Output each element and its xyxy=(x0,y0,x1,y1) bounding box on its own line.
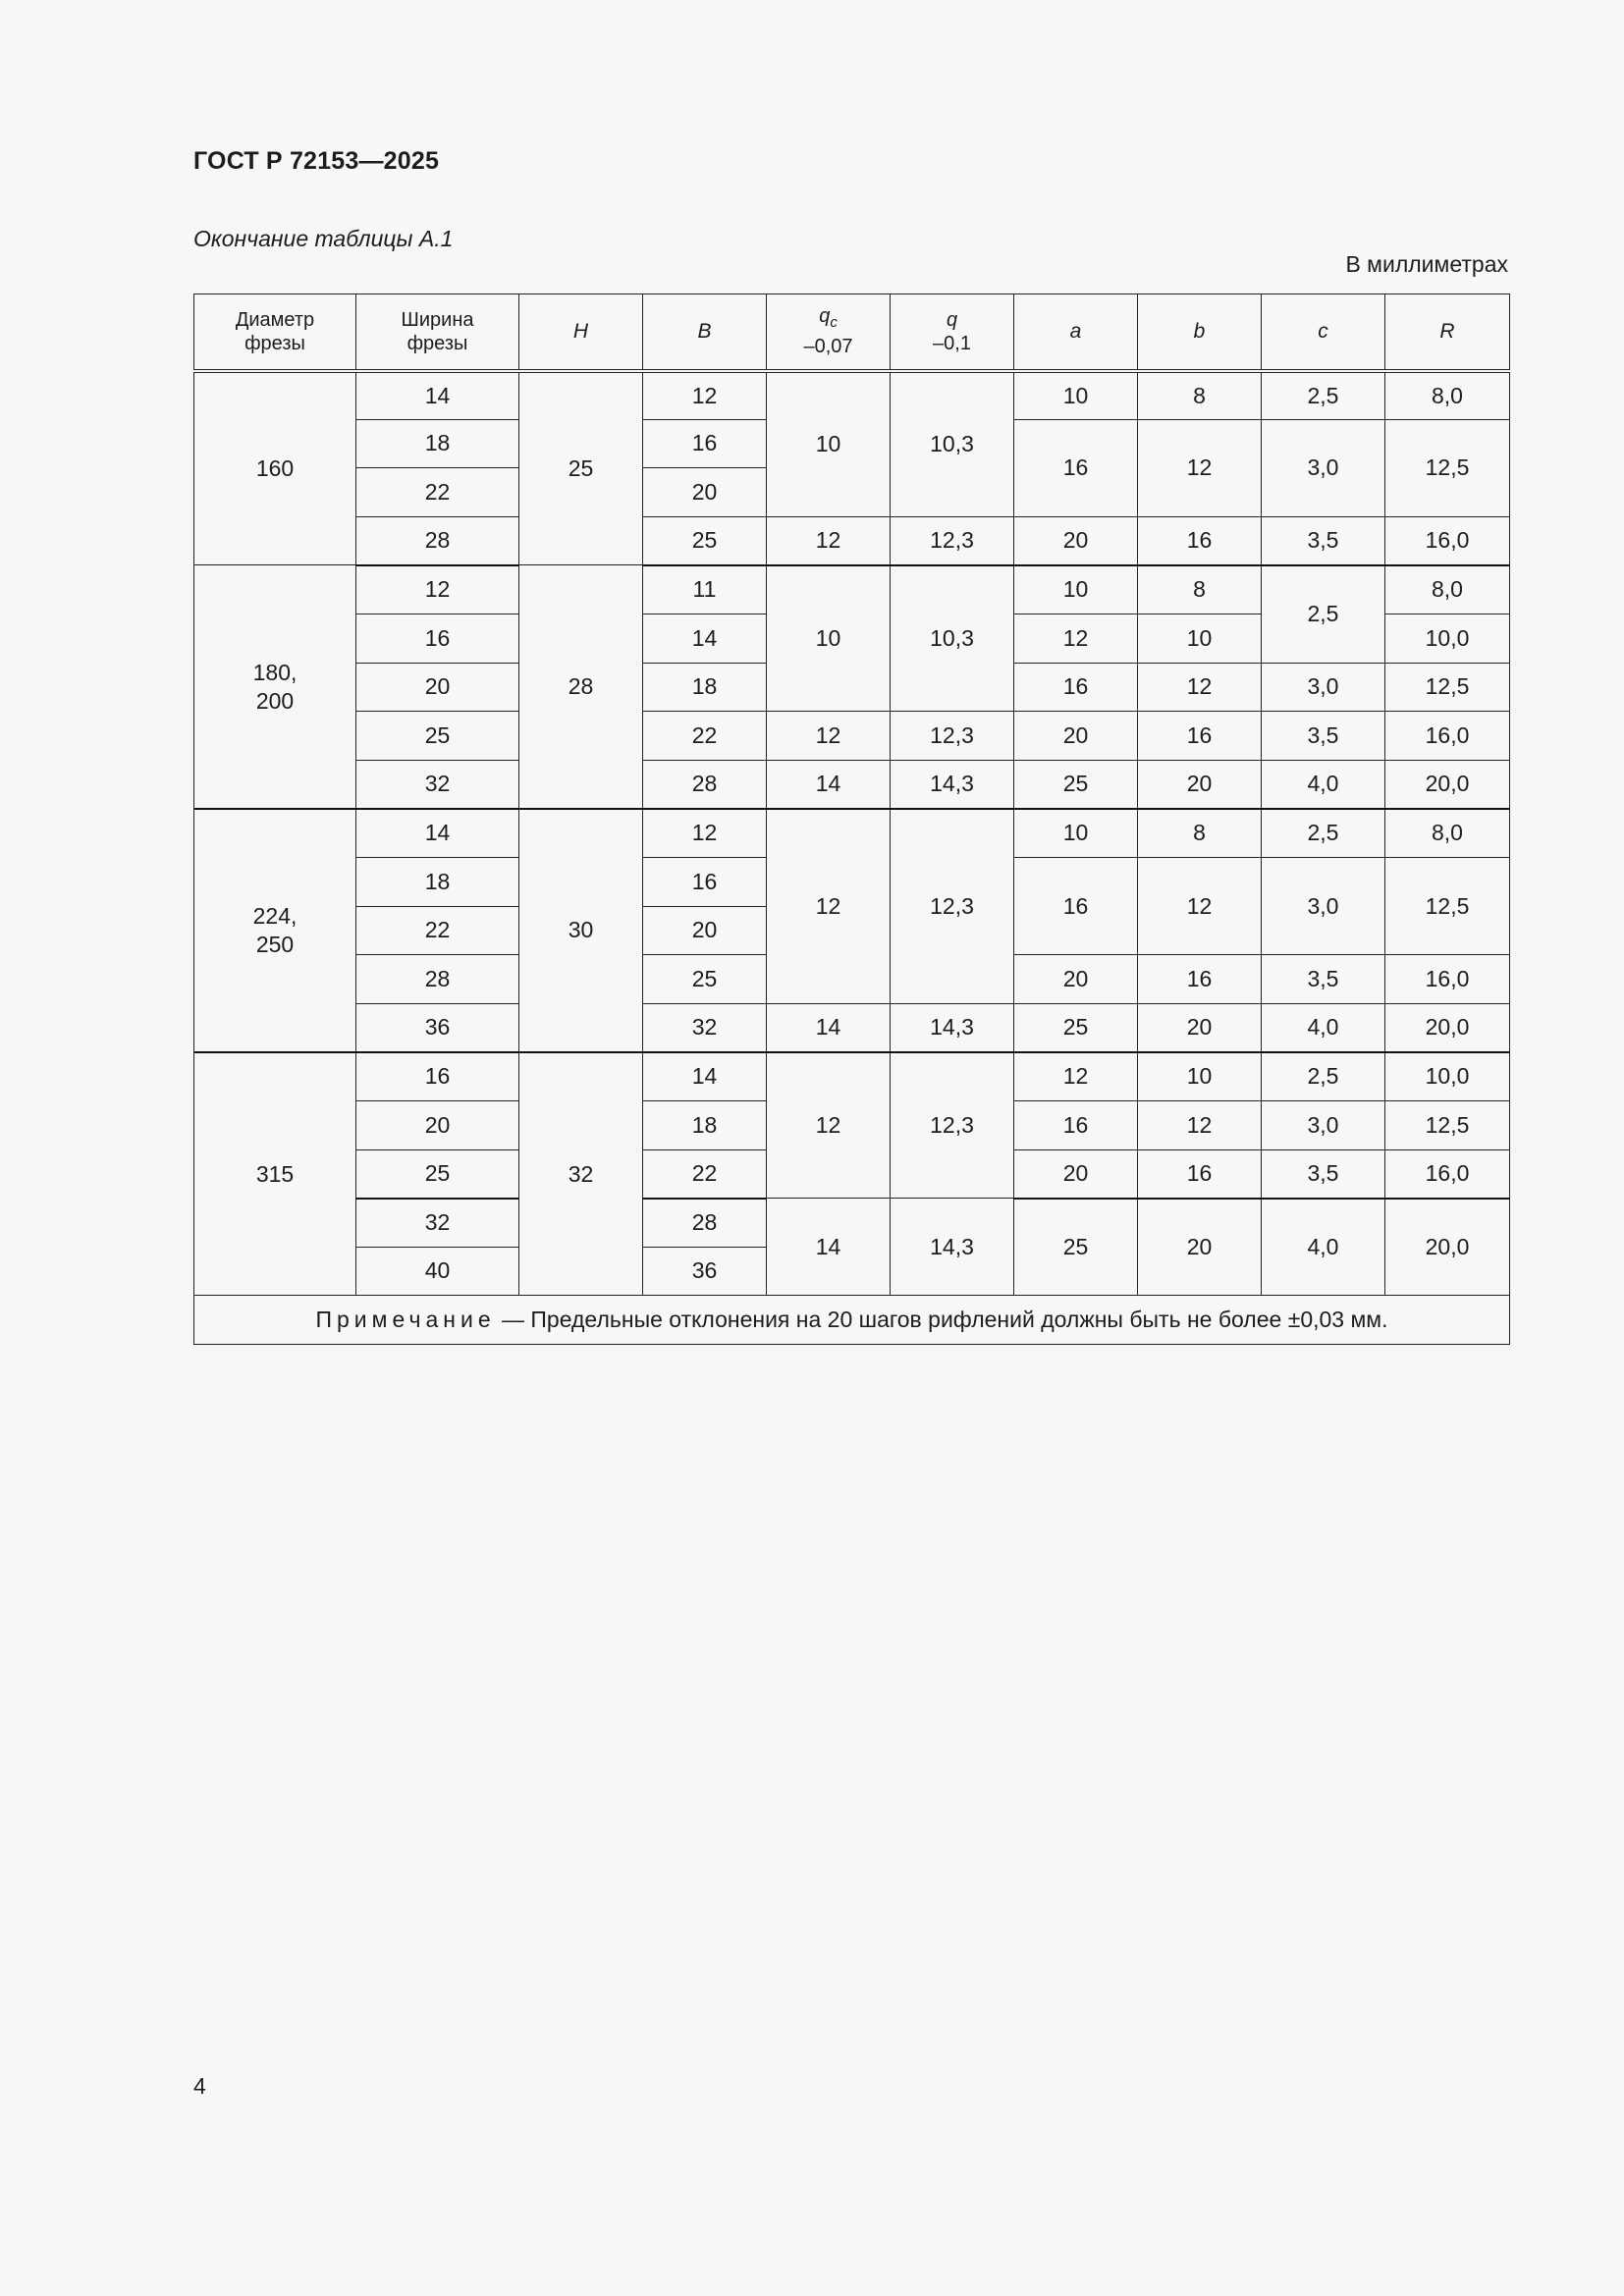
cell-b: 16 xyxy=(1138,712,1262,761)
header-diameter xyxy=(194,294,356,371)
cell-width: 20 xyxy=(356,663,519,712)
cell-R: 10,0 xyxy=(1385,614,1510,663)
header-qc xyxy=(767,294,891,371)
cell-c: 2,5 xyxy=(1262,371,1385,420)
diameter-value-line2: 200 xyxy=(255,687,295,714)
cell-c: 4,0 xyxy=(1262,1199,1385,1296)
cell-R: 20,0 xyxy=(1385,760,1510,809)
cell-B: 28 xyxy=(643,1199,767,1248)
header-diameter-line2: фрезы xyxy=(244,332,305,354)
note-label: Примечание xyxy=(315,1307,496,1333)
cell-qc: 12 xyxy=(767,516,891,565)
cell-B: 32 xyxy=(643,1003,767,1052)
cell-R: 16,0 xyxy=(1385,516,1510,565)
cell-width: 14 xyxy=(356,371,519,420)
cell-c: 2,5 xyxy=(1262,1052,1385,1101)
cell-R: 16,0 xyxy=(1385,1149,1510,1199)
units-label: В миллиметрах xyxy=(1345,251,1508,277)
cell-width: 18 xyxy=(356,419,519,468)
cell-c: 2,5 xyxy=(1262,809,1385,858)
cell-B: 16 xyxy=(643,857,767,906)
cell-b: 20 xyxy=(1138,1199,1262,1296)
cell-c: 3,5 xyxy=(1262,516,1385,565)
diameter-value: 315 xyxy=(255,1160,295,1187)
cell-b: 16 xyxy=(1138,955,1262,1004)
cell-qc: 14 xyxy=(767,1003,891,1052)
table-row xyxy=(194,1003,1510,1052)
header-q-tolerance: –0,1 xyxy=(933,332,971,354)
cell-q: 14,3 xyxy=(891,1199,1014,1296)
cell-R: 12,5 xyxy=(1385,1100,1510,1149)
cell-a: 20 xyxy=(1014,1149,1138,1199)
cell-q: 14,3 xyxy=(891,1003,1014,1052)
cell-c: 2,5 xyxy=(1262,565,1385,663)
cell-b: 20 xyxy=(1138,1003,1262,1052)
table-row xyxy=(194,1199,1510,1248)
cell-b: 12 xyxy=(1138,419,1262,516)
cell-q: 12,3 xyxy=(891,1052,1014,1199)
cell-H: 30 xyxy=(519,809,643,1052)
cell-R: 8,0 xyxy=(1385,565,1510,614)
cell-B: 12 xyxy=(643,809,767,858)
cell-c: 3,0 xyxy=(1262,1100,1385,1149)
cell-width: 32 xyxy=(356,1199,519,1248)
cell-R: 16,0 xyxy=(1385,712,1510,761)
cell-a: 25 xyxy=(1014,1199,1138,1296)
cell-b: 10 xyxy=(1138,614,1262,663)
cell-b: 12 xyxy=(1138,1100,1262,1149)
cell-B: 18 xyxy=(643,1100,767,1149)
header-c: c xyxy=(1262,294,1385,371)
header-qc-subscript: c xyxy=(830,314,838,332)
cell-width: 22 xyxy=(356,468,519,517)
cell-B: 22 xyxy=(643,1149,767,1199)
cell-a: 12 xyxy=(1014,1052,1138,1101)
cell-c: 3,0 xyxy=(1262,857,1385,954)
header-B: B xyxy=(643,294,767,371)
cell-a: 16 xyxy=(1014,663,1138,712)
header-diameter-line1: Диаметр xyxy=(235,308,315,331)
cell-c: 3,5 xyxy=(1262,712,1385,761)
cell-width: 28 xyxy=(356,955,519,1004)
table-row xyxy=(194,760,1510,809)
header-width-line2: фрезы xyxy=(406,332,468,354)
cell-q: 14,3 xyxy=(891,760,1014,809)
diameter-value: 160 xyxy=(255,454,295,481)
cell-width: 18 xyxy=(356,857,519,906)
cell-R: 12,5 xyxy=(1385,857,1510,954)
cell-b: 20 xyxy=(1138,760,1262,809)
cell-b: 12 xyxy=(1138,663,1262,712)
cell-b: 8 xyxy=(1138,809,1262,858)
cell-width: 22 xyxy=(356,906,519,955)
cell-H: 25 xyxy=(519,371,643,565)
note-text: — Предельные отклонения на 20 шагов рифлений должны быть не более ±0,03 мм. xyxy=(495,1307,1388,1333)
cell-q: 12,3 xyxy=(891,516,1014,565)
cell-qc: 14 xyxy=(767,760,891,809)
cell-b: 10 xyxy=(1138,1052,1262,1101)
cell-a: 16 xyxy=(1014,1100,1138,1149)
cell-width: 14 xyxy=(356,809,519,858)
cell-qc: 10 xyxy=(767,565,891,712)
table-row xyxy=(194,1052,1510,1101)
document-title: ГОСТ Р 72153—2025 xyxy=(193,147,440,175)
cell-qc: 12 xyxy=(767,712,891,761)
header-qc-letter: q xyxy=(819,305,831,328)
cell-qc: 10 xyxy=(767,371,891,517)
cell-q: 12,3 xyxy=(891,809,1014,1003)
table-row xyxy=(194,809,1510,858)
cell-width: 40 xyxy=(356,1247,519,1296)
cell-b: 16 xyxy=(1138,1149,1262,1199)
cell-width: 12 xyxy=(356,565,519,614)
cell-diameter xyxy=(194,565,356,809)
header-qc-tolerance: –0,07 xyxy=(803,336,853,358)
cell-B: 18 xyxy=(643,663,767,712)
cell-B: 20 xyxy=(643,906,767,955)
header-q xyxy=(891,294,1014,371)
cell-a: 25 xyxy=(1014,760,1138,809)
cell-H: 32 xyxy=(519,1052,643,1296)
cell-R: 16,0 xyxy=(1385,955,1510,1004)
cell-width: 25 xyxy=(356,712,519,761)
cell-B: 14 xyxy=(643,614,767,663)
cell-width: 25 xyxy=(356,1149,519,1199)
table-row xyxy=(194,565,1510,614)
cell-c: 4,0 xyxy=(1262,760,1385,809)
cell-qc: 14 xyxy=(767,1199,891,1296)
cell-a: 16 xyxy=(1014,419,1138,516)
cell-qc: 12 xyxy=(767,809,891,1003)
cell-b: 8 xyxy=(1138,371,1262,420)
table-row xyxy=(194,516,1510,565)
note-row xyxy=(194,1296,1510,1345)
cell-R: 20,0 xyxy=(1385,1003,1510,1052)
cell-R: 8,0 xyxy=(1385,809,1510,858)
cell-c: 3,0 xyxy=(1262,663,1385,712)
cell-q: 10,3 xyxy=(891,371,1014,517)
cell-B: 14 xyxy=(643,1052,767,1101)
header-b: b xyxy=(1138,294,1262,371)
header-a: a xyxy=(1014,294,1138,371)
table-row xyxy=(194,371,1510,420)
cell-R: 12,5 xyxy=(1385,663,1510,712)
cell-c: 4,0 xyxy=(1262,1003,1385,1052)
cell-width: 36 xyxy=(356,1003,519,1052)
dimensions-table xyxy=(193,294,1510,1345)
cell-c: 3,5 xyxy=(1262,1149,1385,1199)
header-width-line1: Ширина xyxy=(401,308,474,331)
cell-B: 20 xyxy=(643,468,767,517)
header-qc-symbol xyxy=(767,304,890,335)
cell-a: 10 xyxy=(1014,809,1138,858)
cell-B: 36 xyxy=(643,1247,767,1296)
header-row xyxy=(194,294,1510,371)
table-caption: Окончание таблицы А.1 xyxy=(193,226,454,251)
cell-a: 20 xyxy=(1014,516,1138,565)
cell-a: 16 xyxy=(1014,857,1138,954)
cell-R: 20,0 xyxy=(1385,1199,1510,1296)
diameter-value-line1: 180, xyxy=(252,659,298,685)
cell-c: 3,0 xyxy=(1262,419,1385,516)
cell-a: 20 xyxy=(1014,712,1138,761)
cell-width: 16 xyxy=(356,614,519,663)
cell-c: 3,5 xyxy=(1262,955,1385,1004)
cell-R: 10,0 xyxy=(1385,1052,1510,1101)
cell-a: 10 xyxy=(1014,371,1138,420)
table-note xyxy=(194,1296,1510,1345)
cell-qc: 12 xyxy=(767,1052,891,1199)
cell-B: 16 xyxy=(643,419,767,468)
cell-q: 12,3 xyxy=(891,712,1014,761)
header-q-symbol: q xyxy=(946,308,958,331)
cell-a: 10 xyxy=(1014,565,1138,614)
cell-b: 12 xyxy=(1138,857,1262,954)
diameter-value-line2: 250 xyxy=(255,931,295,957)
cell-B: 25 xyxy=(643,516,767,565)
cell-a: 20 xyxy=(1014,955,1138,1004)
cell-B: 28 xyxy=(643,760,767,809)
cell-B: 11 xyxy=(643,565,767,614)
cell-q: 10,3 xyxy=(891,565,1014,712)
cell-width: 32 xyxy=(356,760,519,809)
header-R: R xyxy=(1385,294,1510,371)
cell-B: 12 xyxy=(643,371,767,420)
cell-width: 28 xyxy=(356,516,519,565)
cell-R: 8,0 xyxy=(1385,371,1510,420)
header-width xyxy=(356,294,519,371)
diameter-value-line1: 224, xyxy=(252,902,298,929)
cell-diameter xyxy=(194,809,356,1052)
cell-width: 16 xyxy=(356,1052,519,1101)
header-H: H xyxy=(519,294,643,371)
table-row xyxy=(194,712,1510,761)
cell-diameter xyxy=(194,371,356,565)
cell-B: 25 xyxy=(643,955,767,1004)
page-number: 4 xyxy=(193,2073,206,2099)
cell-diameter xyxy=(194,1052,356,1296)
cell-a: 25 xyxy=(1014,1003,1138,1052)
cell-H: 28 xyxy=(519,565,643,809)
cell-width: 20 xyxy=(356,1100,519,1149)
cell-b: 16 xyxy=(1138,516,1262,565)
cell-B: 22 xyxy=(643,712,767,761)
cell-b: 8 xyxy=(1138,565,1262,614)
cell-a: 12 xyxy=(1014,614,1138,663)
cell-R: 12,5 xyxy=(1385,419,1510,516)
